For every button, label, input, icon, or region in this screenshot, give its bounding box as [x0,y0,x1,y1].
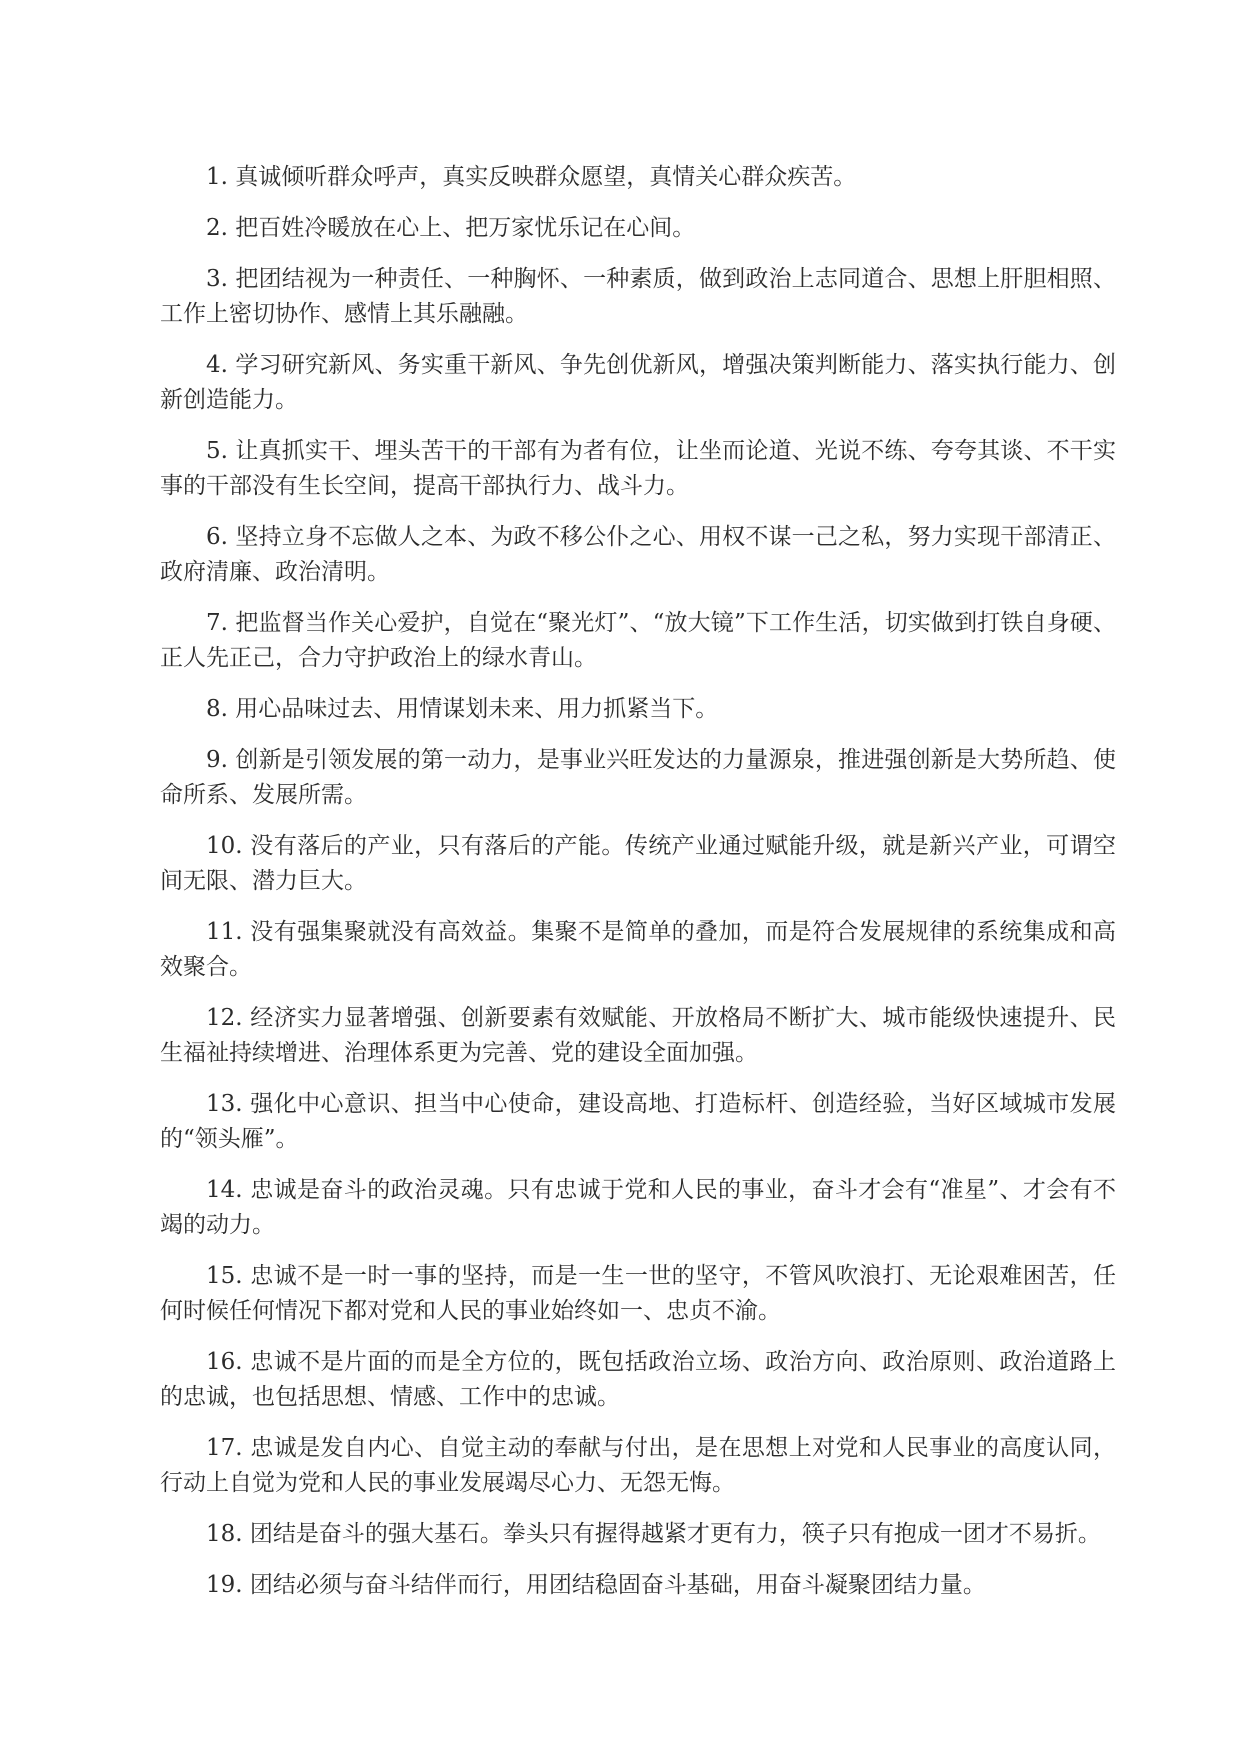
paragraph-2: 2. 把百姓冷暖放在心上、把万家忧乐记在心间。 [206,215,696,241]
paragraph-4: 4. 学习研究新风、务实重干新风、争先创优新风，增强决策判断能力、落实执行能力、创新创造能力。 [160,352,1116,413]
paragraph-5: 5. 让真抓实干、埋头苦干的干部有为者有位，让坐而论道、光说不练、夸夸其谈、不干实事的干部没有生长空间，提高干部执行力、战斗力。 [160,438,1116,499]
paragraph-14: 14. 忠诚是奋斗的政治灵魂。只有忠诚于党和人民的事业，奋斗才会有“准星”、才会有不竭的动力。 [160,1177,1116,1238]
paragraph-19: 19. 团结必须与奋斗结伴而行，用团结稳固奋斗基础，用奋斗凝聚团结力量。 [206,1572,986,1598]
paragraph-9: 9. 创新是引领发展的第一动力，是事业兴旺发达的力量源泉，推进强创新是大势所趋、使命所系、发展所需。 [160,747,1116,808]
paragraph-1: 1. 真诚倾听群众呼声，真实反映群众愿望，真情关心群众疾苦。 [206,164,857,190]
paragraph-3: 3. 把团结视为一种责任、一种胸怀、一种素质，做到政治上志同道合、思想上肝胆相照、工作上密切协作、感情上其乐融融。 [160,266,1116,327]
numbered-paragraph-list [160,160,1116,1619]
paragraph-7: 7. 把监督当作关心爱护，自觉在“聚光灯”、“放大镜”下工作生活，切实做到打铁自身硬、正人先正己，合力守护政治上的绿水青山。 [160,610,1116,671]
paragraph-16: 16. 忠诚不是片面的而是全方位的，既包括政治立场、政治方向、政治原则、政治道路上的忠诚，也包括思想、情感、工作中的忠诚。 [160,1349,1116,1410]
paragraph-11: 11. 没有强集聚就没有高效益。集聚不是简单的叠加，而是符合发展规律的系统集成和高效聚合。 [160,919,1116,980]
paragraph-10: 10. 没有落后的产业，只有落后的产能。传统产业通过赋能升级，就是新兴产业，可谓空间无限、潜力巨大。 [160,833,1116,894]
paragraph-17: 17. 忠诚是发自内心、自觉主动的奉献与付出，是在思想上对党和人民事业的高度认同，行动上自觉为党和人民的事业发展竭尽心力、无怨无悔。 [160,1435,1116,1496]
paragraph-18: 18. 团结是奋斗的强大基石。拳头只有握得越紧才更有力，筷子只有抱成一团才不易折。 [206,1521,1101,1547]
paragraph-13: 13. 强化中心意识、担当中心使命，建设高地、打造标杆、创造经验，当好区域城市发展的“领头雁”。 [160,1091,1116,1152]
paragraph-15: 15. 忠诚不是一时一事的坚持，而是一生一世的坚守，不管风吹浪打、无论艰难困苦，任何时候任何情况下都对党和人民的事业始终如一、忠贞不渝。 [160,1263,1116,1324]
paragraph-8: 8. 用心品味过去、用情谋划未来、用力抓紧当下。 [206,696,719,722]
paragraph-6: 6. 坚持立身不忘做人之本、为政不移公仆之心、用权不谋一己之私，努力实现干部清正、政府清廉、政治清明。 [160,524,1116,585]
paragraph-12: 12. 经济实力显著增强、创新要素有效赋能、开放格局不断扩大、城市能级快速提升、民生福祉持续增进、治理体系更为完善、党的建设全面加强。 [160,1005,1116,1066]
